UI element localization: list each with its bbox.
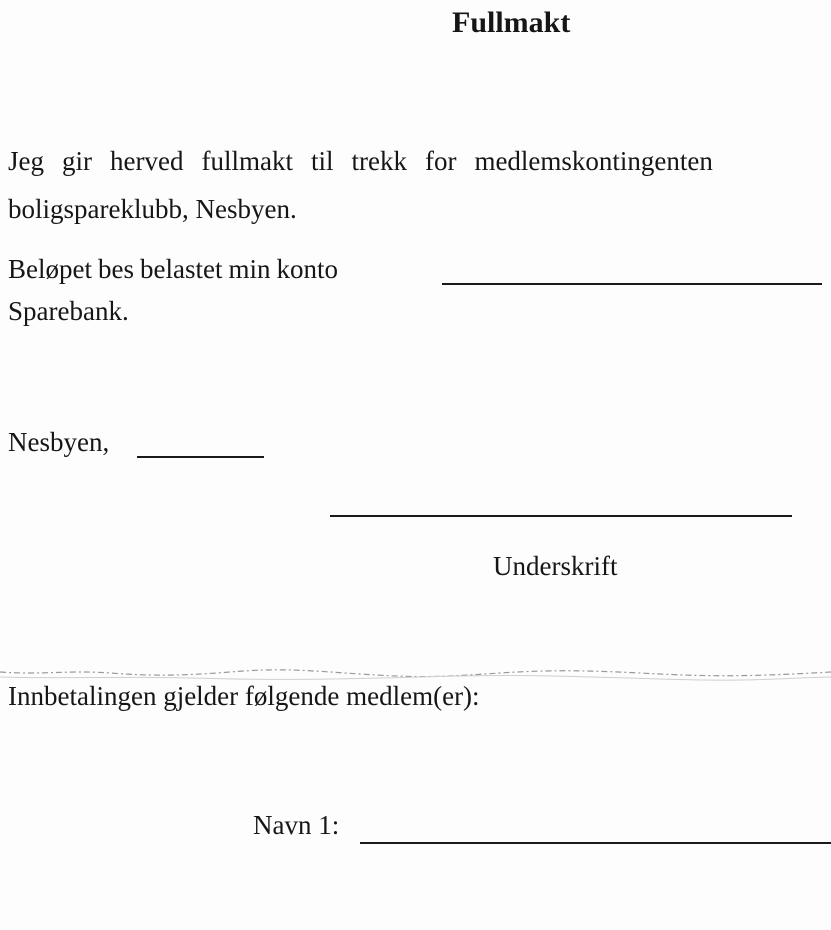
paragraph-word: gir [62,146,92,176]
paragraph-word: Jeg [8,146,44,176]
signature-label: Underskrift [493,551,618,581]
date-field[interactable] [137,456,264,458]
paragraph-word: trekk [351,146,407,176]
authorization-paragraph-line-1 [8,148,713,175]
members-heading: Innbetalingen gjelder følgende medlem(er): [8,681,480,711]
place-label: Nesbyen, [8,427,110,457]
paper-fold-line [0,668,831,682]
account-label [8,256,338,283]
account-label-word: konto [276,254,338,284]
bank-name: Sparebank. [8,296,129,326]
account-label-word: min [228,254,271,284]
paragraph-word: medlemskontingenten [474,146,713,176]
name-1-label: Navn 1: [253,810,340,840]
account-label-word: belastet [139,254,223,284]
paragraph-word: herved [110,146,184,176]
paragraph-word: til [310,146,334,176]
paragraph-word: for [424,146,457,176]
form-title: Fullmakt [452,6,571,39]
account-label-word: Beløpet [8,254,92,284]
account-label-word: bes [97,254,134,284]
account-number-field[interactable] [442,283,822,285]
signature-field[interactable] [330,515,792,517]
paragraph-word: fullmakt [201,146,293,176]
authorization-paragraph-line-2: boligspareklubb, Nesbyen. [8,194,297,224]
name-1-field[interactable] [360,842,831,844]
